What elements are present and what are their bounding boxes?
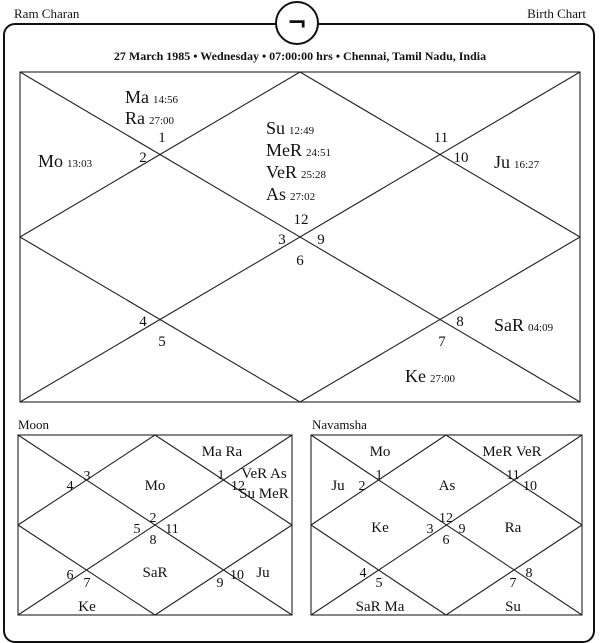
navamsha-h8-planets: SaR Ma — [355, 599, 405, 615]
navamsha-h9-sign: 4 — [359, 566, 367, 581]
navamsha-h7-sign: 6 — [442, 533, 450, 548]
moon-chart-title: Moon — [18, 417, 50, 432]
planet-venus: VeR 25:28 — [266, 162, 327, 182]
moon-h1-sign: 2 — [149, 511, 157, 526]
moon-chart-content — [67, 444, 289, 615]
navamsha-h10-sign: 3 — [426, 522, 434, 537]
navamsha-h3-sign: 10 — [523, 479, 537, 494]
sign-number-h1: 12 — [293, 212, 309, 228]
moon-h2-sign: 3 — [83, 469, 91, 484]
sign-number-h5: 8 — [456, 314, 464, 330]
moon-h11-planets-line2: Su MeR — [239, 486, 289, 502]
birth-details: 27 March 1985 • Wednesday • 07:00:00 hrs • Chennai, Tamil Nadu, India — [113, 49, 487, 63]
main-chart-grid — [20, 72, 580, 402]
planet-mars: Ma 14:56 — [125, 87, 179, 107]
sign-number-h12: 1 — [158, 130, 166, 146]
navamsha-h5-sign: 8 — [525, 566, 533, 581]
moon-h11-sign: 12 — [231, 479, 245, 494]
moon-h9-sign: 10 — [230, 568, 244, 583]
sign-number-h6: 7 — [438, 334, 446, 350]
moon-h12-planets: Ma Ra — [201, 444, 243, 460]
navamsha-h11-sign: 2 — [358, 479, 366, 494]
sign-number-h10: 3 — [278, 232, 286, 248]
moon-h12-sign: 1 — [217, 468, 225, 483]
planet-rahu: Ra 27:00 — [125, 108, 175, 128]
navamsha-chart-title: Navamsha — [312, 417, 367, 432]
sign-number-h11: 2 — [139, 150, 147, 166]
moon-h9-planets: Ju — [256, 565, 270, 581]
navamsha-h6-planets: Su — [505, 599, 521, 615]
navamsha-h11-planets: Ju — [331, 478, 345, 494]
navamsha-h8-sign: 5 — [375, 576, 383, 591]
moon-h3-sign: 4 — [66, 479, 74, 494]
planet-sun: Su 12:49 — [266, 118, 315, 138]
navamsha-h6-sign: 7 — [509, 576, 517, 591]
planet-ketu: Ke 27:00 — [405, 366, 456, 386]
moon-h6-planets: Ke — [78, 599, 96, 615]
navamsha-h4-planets: Ra — [504, 520, 522, 536]
planet-saturn: SaR 04:09 — [494, 315, 554, 335]
navamsha-h1-planets: As — [438, 478, 456, 494]
navamsha-h2-sign: 11 — [506, 468, 520, 483]
planet-jupiter: Ju 16:27 — [494, 152, 540, 172]
navamsha-h2-planets: MeR VeR — [482, 444, 542, 460]
sign-number-h9: 4 — [139, 314, 147, 330]
sign-number-h8: 5 — [158, 334, 166, 350]
moon-h7-sign: 8 — [149, 533, 157, 548]
moon-h6-sign: 7 — [83, 576, 91, 591]
navamsha-h12-sign: 1 — [375, 468, 383, 483]
planet-moon: Mo 13:03 — [38, 151, 93, 171]
moon-h4-sign: 5 — [133, 522, 141, 537]
moon-h11-planets: VeR As — [241, 466, 287, 482]
moon-h1-planets: Mo — [144, 478, 166, 494]
chart-type-label: Birth Chart — [527, 6, 586, 21]
planet-mercury: MeR 24:51 — [266, 140, 332, 160]
sign-number-h7: 6 — [296, 253, 304, 269]
planet-ascendant: As 27:02 — [266, 184, 316, 204]
sign-number-h4: 9 — [317, 232, 325, 248]
logo-icon: ¬ — [275, 1, 319, 45]
navamsha-h10-planets: Ke — [371, 520, 389, 536]
native-name: Ram Charan — [14, 6, 80, 21]
moon-h8-sign: 9 — [216, 576, 224, 591]
sign-number-h2: 11 — [433, 130, 449, 146]
moon-h5-sign: 6 — [66, 568, 74, 583]
moon-h10-sign: 11 — [165, 522, 179, 537]
navamsha-h1-sign: 12 — [439, 511, 453, 526]
sign-number-h3: 10 — [453, 150, 469, 166]
navamsha-h12-planets: Mo — [369, 444, 391, 460]
navamsha-h4-sign: 9 — [458, 522, 466, 537]
moon-h7-planets: SaR — [142, 565, 168, 581]
